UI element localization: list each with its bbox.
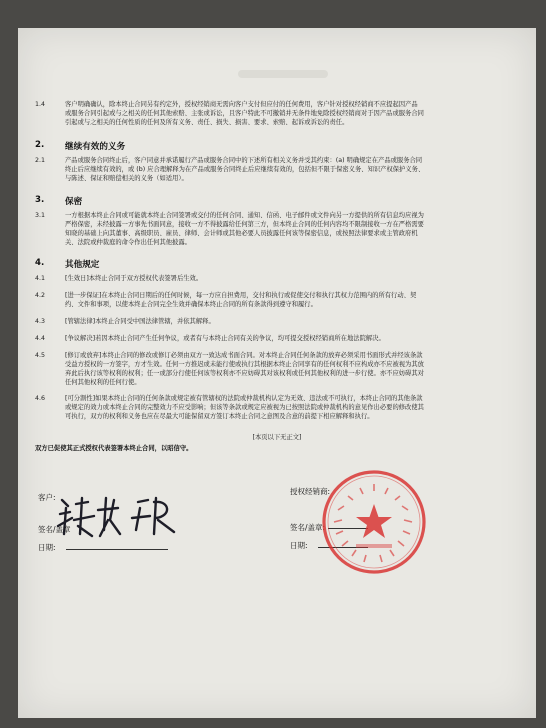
- clause-number: 4.5: [35, 352, 46, 359]
- clause-3-1-line-3: 知晓的基础上向其董事、高级职员、雇员、律师、会计师或其他必要人员披露任何该等保密信息，或按照法律要求或主管政府机: [65, 230, 418, 237]
- clause-number: 4.1: [35, 275, 46, 282]
- dealer-date-label: 日期:: [290, 541, 308, 550]
- section-title: 继续有效的义务: [65, 142, 126, 152]
- clause-3-1-line-1: 一方根据本终止合同或可能就本终止合同签署或交付的任何合同、通知、信函、电子邮件或文件向另一方提供的所有信息均应视为: [65, 212, 424, 219]
- clause-4-5-line-2: 受益方授权的一方签字，方才生效。任何一方推迟或未能行使或执行其根据本终止合同享有的任何权利不应构成亦不应被视为其放: [65, 361, 424, 368]
- section-number: 2.: [35, 140, 45, 150]
- clause-4-2-line-2: 约、文件和事项，以使本终止合同完全生效并确保本终止合同的所有条款得到遵守和履行。: [65, 301, 317, 308]
- clause-3-1-line-2: 严格保密，未经披露一方事先书面同意，接收一方不得披露给任何第三方，但本终止合同的任何内容均不限制接收一方在严格需要: [65, 221, 424, 228]
- section-title: 保密: [65, 197, 83, 207]
- company-seal-stamp: [318, 466, 430, 578]
- clause-4-6-line-1: [可分割性]如果本终止合同的任何条款或规定被有管辖权的法院或仲裁机构认定为无效、违法或不可执行，本终止合同的其他条款: [65, 395, 423, 402]
- customer-date-line: [66, 549, 168, 550]
- header-smudge: [238, 70, 328, 78]
- clause-4-5-line-4: 任何其他权利的任何行使。: [65, 379, 141, 386]
- clause-1-4-line-3: 引起或与之相关的任何性质的任何及所有义务、责任、损失、损害、要求、索赔、起诉或诉讼的责任。: [65, 119, 349, 126]
- remainder-note: [本页以下无正文]: [252, 434, 302, 441]
- clause-number: 4.3: [35, 318, 46, 325]
- clause-4-1-line-1: [生效日]本终止合同于双方授权代表签署后生效。: [65, 275, 203, 282]
- section-number: 4.: [35, 258, 45, 268]
- clause-number: 3.1: [35, 212, 46, 219]
- clause-number: 4.4: [35, 335, 46, 342]
- clause-4-4-line-1: [争议解决]若因本终止合同产生任何争议，或者有与本终止合同有关的争议，均可提交授权经销商所在地法院解决。: [65, 335, 385, 342]
- dealer-label: 授权经销商:: [290, 487, 331, 496]
- witness-statement: 双方已促使其正式授权代表签署本终止合同，以昭信守。: [35, 445, 193, 452]
- section-title: 其他规定: [65, 260, 100, 270]
- section-number: 3.: [35, 195, 45, 205]
- dealer-sign-label: 签名/盖章:: [290, 523, 326, 532]
- clause-4-5-line-1: [修订或放弃]本终止合同的修改或修订必须由双方一致达成书面合同。对本终止合同任何条款的放弃必须采用书面形式并经该条款: [65, 352, 423, 359]
- clause-2-1-line-2: 终止后应继续有效的，或 (b) 应合理解释为在产品或服务合同终止后应继续有效的，包括但不限于保密义务、知识产权保护义务、: [65, 166, 425, 173]
- clause-1-4-line-2: 或服务合同引起或与之相关的任何其他索赔、主张或诉讼，且客户特此不可撤销并无条件地免除授权经销商对于因产品或服务合同: [65, 110, 424, 117]
- clause-4-5-line-3: 弃此后执行该等权利的权利；任一或部分行使任何该等权利亦不应妨碍其对该权利或任何其他权利的进一步行使。亦不应妨碍其对: [65, 370, 424, 377]
- clause-2-1-line-3: 与陈述、保证和赔偿相关的义务（如适用）。: [65, 175, 188, 182]
- customer-label: 客户:: [38, 493, 56, 502]
- document-page: [18, 28, 536, 718]
- clause-2-1-line-1: 产品或服务合同终止后，客户同意并承诺履行产品或服务合同中的下述所有相关义务并受其约束：(a) 明确规定在产品或服务合同: [65, 157, 423, 164]
- clause-number: 4.6: [35, 395, 46, 402]
- clause-number: 2.1: [35, 157, 46, 164]
- customer-date-label: 日期:: [38, 543, 56, 552]
- clause-4-6-line-3: 可执行，双方的权利和义务也应在尽最大可能保留双方签订本终止合同之意图及合意的前提下相应解释和执行。: [65, 413, 374, 420]
- clause-4-3-line-1: [管辖法律]本终止合同受中国法律管辖，并依其解释。: [65, 318, 215, 325]
- clause-4-6-line-2: 或规定的效力或本终止合同的完整效力不应受影响；但该等条款或规定应被视为已按照法院或仲裁机构的意见作出必要的修改使其: [65, 404, 424, 411]
- clause-number: 4.2: [35, 292, 46, 299]
- clause-1-4-line-1: 客户明确确认，除本终止合同另有约定外，授权经销商无需向客户支付但应付的任何费用，客户针对授权经销商不应提起因产品: [65, 101, 418, 108]
- clause-4-2-line-1: [进一步保证]在本终止合同日期后的任何时候，每一方应自担费用，交付和执行或促使交付和执行其权力范围内的所有行动、契: [65, 292, 417, 299]
- clause-3-1-line-4: 关、法院或仲裁庭的命令作出任何其他披露。: [65, 239, 191, 246]
- customer-sign-label: 签名/盖章: [38, 525, 71, 534]
- clause-number: 1.4: [35, 101, 46, 108]
